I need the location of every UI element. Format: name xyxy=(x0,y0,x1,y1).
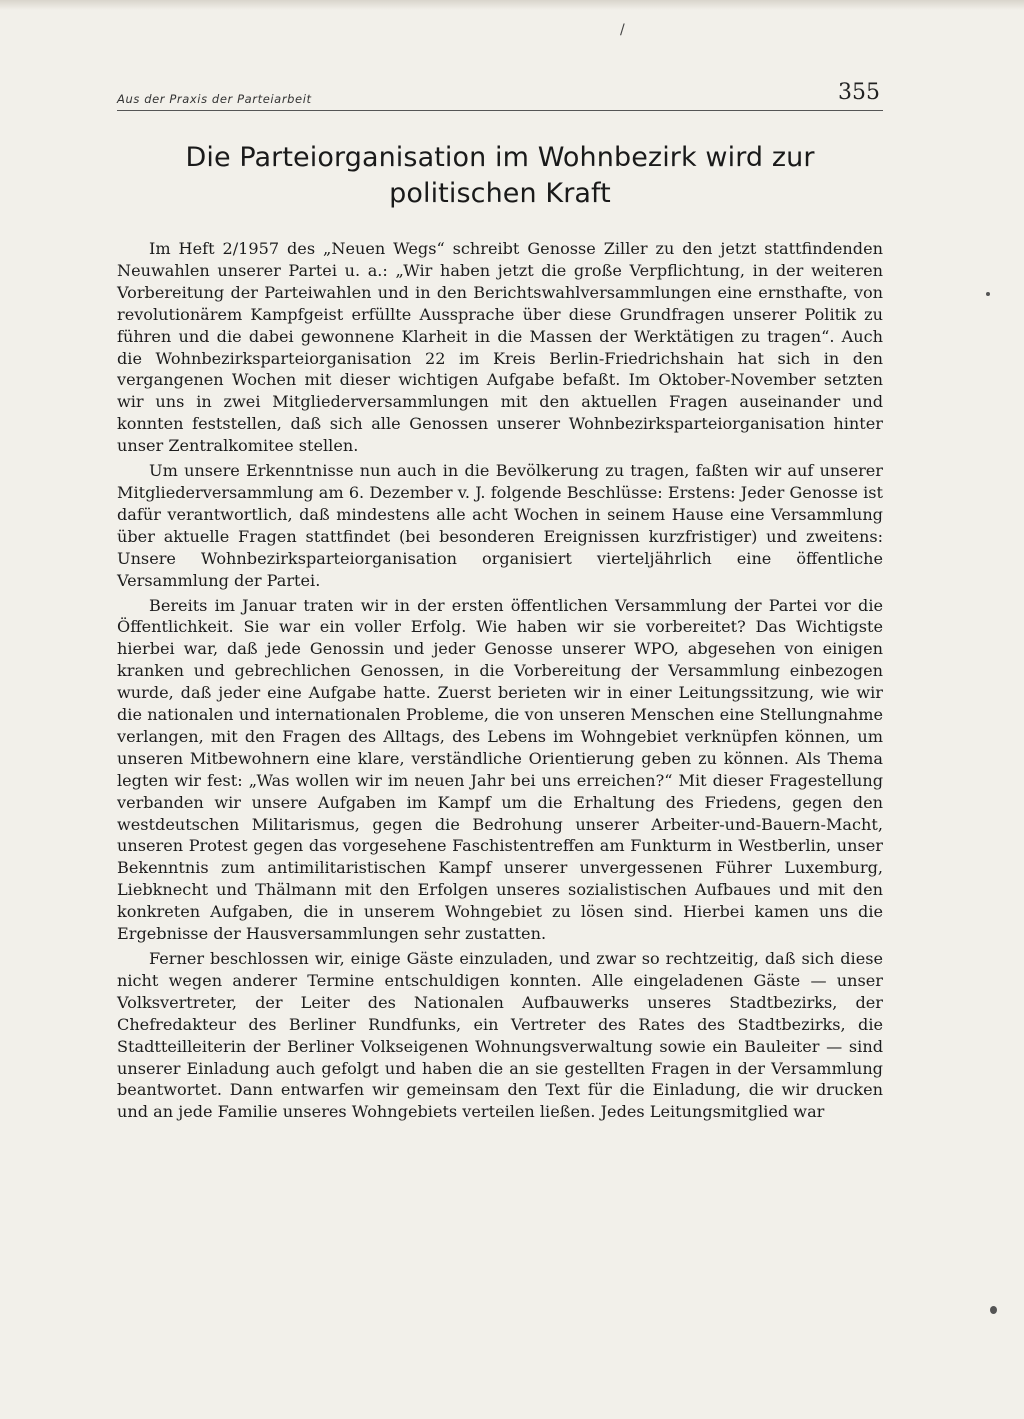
scan-edge xyxy=(0,0,1024,10)
running-head: Aus der Praxis der Parteiarbeit xyxy=(117,92,312,106)
paragraph: Ferner beschlossen wir, einige Gäste einzuladen, und zwar so rechtzeitig, daß sich diese nicht wegen anderer Termine entschuldigen konnten. Alle eingeladenen Gäste — unser Volksvertreter, der Leiter des Nationalen Aufbauwerks unseres Stadtbezirks, der Chefredakteur des Berliner Rundfunks, ein Vertreter des Rates des Stadtbezirks, die Stadtteilleiterin der Berliner Volkseigenen Wohnungsverwaltung sowie ein Bauleiter — sind unserer Einladung auch gefolgt und haben die an sie gestellten Fragen in der Versammlung beantwortet. Dann entwarfen wir gemeinsam den Text für die Einladung, die wir drucken und an jede Familie unseres Wohngebiets verteilen ließen. Jedes Leitungsmitglied war xyxy=(117,949,883,1122)
article-body xyxy=(117,238,883,1123)
scan-speck xyxy=(990,1306,997,1314)
article-title: Die Parteiorganisation im Wohnbezirk wird zur politischen Kraft xyxy=(185,142,815,209)
paragraph: Im Heft 2/1957 des „Neuen Wegs“ schreibt Genosse Ziller zu den jetzt stattfindenden Neuwahlen unserer Partei u. a.: „Wir haben jetzt die große Verpflichtung, in der weiteren Vorbereitung der Parteiwahlen und in den Berichtswahlversammlungen eine ernsthafte, von revolutionärem Kampfgeist erfüllte Aussprache über diese Grundfragen unserer Politik zu führen und die dabei gewonnene Klarheit in die Massen der Werktätigen zu tragen“. Auch die Wohnbezirksparteiorganisation 22 im Kreis Berlin-Friedrichshain hat sich in den vergangenen Wochen mit dieser wichtigen Aufgabe befaßt. Im Oktober-November setzten wir uns in zwei Mitgliederversammlungen mit den aktuellen Fragen auseinander und konnten feststellen, daß sich alle Genossen unserer Wohnbezirksparteiorganisation hinter unser Zentralkomitee stellen. xyxy=(117,239,883,456)
page-number: 355 xyxy=(838,80,880,105)
scan-speck xyxy=(986,292,990,296)
paragraph: Um unsere Erkenntnisse nun auch in die Bevölkerung zu tragen, faßten wir auf unserer Mitgliederversammlung am 6. Dezember v. J. folgende Beschlüsse: Erstens: Jeder Genosse ist dafür verantwortlich, daß mindestens alle acht Wochen in seinem Hause eine Versammlung über aktuelle Fragen stattfindet (bei besonderen Ereignissen kurzfristiger) und zweitens: Unsere Wohnbezirksparteiorganisation organisiert vierteljährlich eine öffentliche Versammlung der Partei. xyxy=(117,461,883,590)
scan-mark: / xyxy=(620,22,625,38)
header-rule xyxy=(117,110,883,111)
paragraph: Bereits im Januar traten wir in der ersten öffentlichen Versammlung der Partei vor die Öffentlichkeit. Sie war ein voller Erfolg. Wie haben wir sie vorbereitet? Das Wichtigste hierbei war, daß jede Genossin und jeder Genosse unserer WPO, abgesehen von einigen kranken und gebrechlichen Genossen, in die Vorbereitung der Versammlung einbezogen wurde, daß jeder eine Aufgabe hatte. Zuerst berieten wir in einer Leitungssitzung, wie wir die nationalen und internationalen Probleme, die von unseren Menschen eine Stellungnahme verlangen, mit den Fragen des Alltags, des Lebens im Wohngebiet verknüpfen können, um unseren Mitbewohnern eine klare, verständliche Orientierung geben zu können. Als Thema legten wir fest: „Was wollen wir im neuen Jahr bei uns erreichen?“ Mit dieser Fragestellung verbanden wir unsere Aufgaben im Kampf um die Erhaltung des Friedens, gegen den westdeutschen Militarismus, gegen die Bedrohung unserer Arbeiter-und-Bauern-Macht, unseren Protest gegen das vorgesehene Faschistentreffen am Funkturm in Westberlin, unser Bekenntnis zum antimilitaristischen Kampf unserer unvergessenen Führer Luxemburg, Liebknecht und Thälmann mit den Erfolgen unseres sozialistischen Aufbaues und mit den konkreten Aufgaben, die in unserem Wohngebiet zu lösen sind. Hierbei kamen uns die Ergebnisse der Hausversammlungen sehr zustatten. xyxy=(117,595,883,944)
